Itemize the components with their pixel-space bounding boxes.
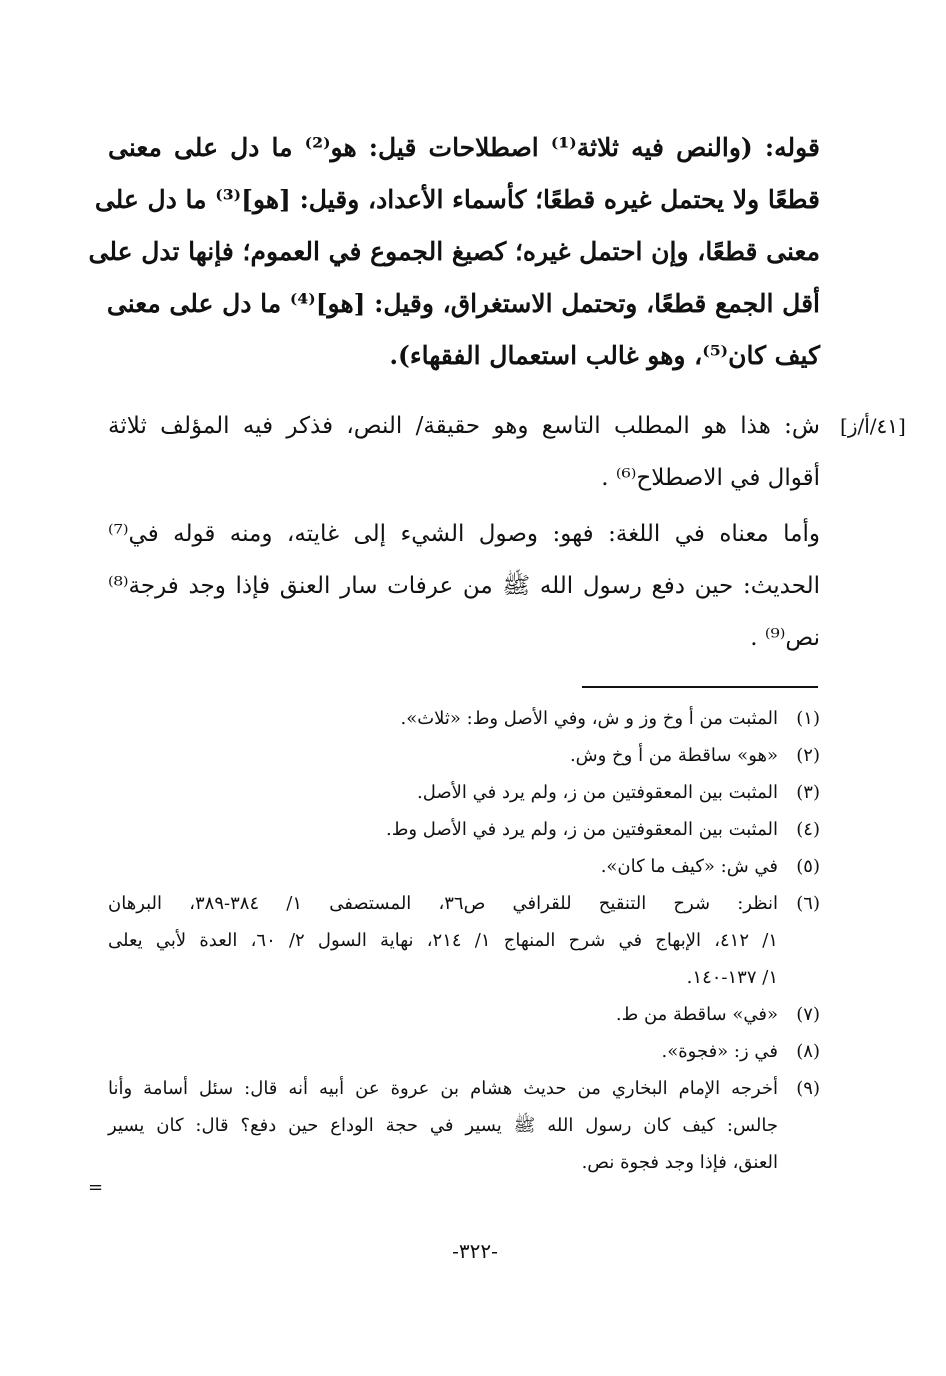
footnote-line: ١/ ٤١٢، الإبهاج في شرح المنهاج ١/ ٢١٤، نهاية السول ٢/ ٦٠، العدة لأبي يعلى <box>108 930 778 951</box>
footnote-line: العنق، فإذا وجد فجوة نص. <box>581 1152 778 1173</box>
footnotes <box>108 700 820 1181</box>
sharh-paragraph <box>108 400 820 504</box>
footnote-number: (٦) <box>796 893 820 914</box>
footnote-line: انظر: شرح التنقيح للقرافي ص٣٦، المستصفى ١/ ٣٨٤-٣٨٩، البرهان <box>108 893 778 914</box>
sharh-line: ش: هذا هو المطلب التاسع وهو حقيقة/ النص، فذكر فيه المؤلف ثلاثة <box>108 413 820 439</box>
matn-line: قوله: (والنص فيه ثلاثة⁽¹⁾ اصطلاحات قيل: هو⁽²⁾ ما دل على معنى <box>108 133 820 162</box>
matn-line: قطعًا ولا يحتمل غيره قطعًا؛ كأسماء الأعداد، وقيل: [هو]⁽³⁾ ما دل على <box>94 185 820 214</box>
matn-line: كيف كان⁽⁵⁾، وهو غالب استعمال الفقهاء). <box>389 341 820 370</box>
language-line: الحديث: حين دفع رسول الله ﷺ من عرفات سار العنق فإذا وجد فرجة⁽⁸⁾ <box>108 573 820 599</box>
footnote-number: (٧) <box>796 1004 820 1025</box>
footnote-item <box>108 811 820 848</box>
footnote-separator <box>582 686 818 688</box>
footnote-line: المثبت بين المعقوفتين من ز، ولم يرد في الأصل. <box>417 782 778 803</box>
footnote-number: (٤) <box>796 819 820 840</box>
footnote-line: «في» ساقطة من ط. <box>615 1004 778 1025</box>
footnote-number: (١) <box>796 708 820 729</box>
footnote-item <box>108 700 820 737</box>
matn-text <box>88 122 820 382</box>
matn-line: أقل الجمع قطعًا، وتحتمل الاستغراق، وقيل: [هو]⁽⁴⁾ ما دل على معنى <box>106 289 820 318</box>
footnote-line: «هو» ساقطة من أ وخ وش. <box>569 745 778 766</box>
page-number: -٣٢٢- <box>452 1239 498 1263</box>
footnote-line: المثبت بين المعقوفتين من ز، ولم يرد في الأصل وط. <box>385 819 778 840</box>
footnote-line: في ز: «فجوة». <box>661 1041 778 1062</box>
language-line: نص⁽⁹⁾ . <box>750 625 820 651</box>
footnote-line: جالس: كيف كان رسول الله ﷺ يسير في حجة الوداع حين دفع؟ قال: كان يسير <box>108 1115 778 1136</box>
footnote-item <box>108 996 820 1033</box>
footnote-item <box>108 737 820 774</box>
footnote-number: (٢) <box>796 745 820 766</box>
language-paragraph <box>108 508 820 664</box>
footnote-line: أخرجه الإمام البخاري من حديث هشام بن عروة عن أبيه أنه قال: سئل أسامة وأنا <box>108 1078 778 1099</box>
continuation-mark: = <box>88 1177 104 1198</box>
footnote-item <box>108 1033 820 1070</box>
footnote-item <box>108 774 820 811</box>
language-line: وأما معناه في اللغة: فهو: وصول الشيء إلى غايته، ومنه قوله في⁽⁷⁾ <box>108 521 820 547</box>
matn-line: معنى قطعًا، وإن احتمل غيره؛ كصيغ الجموع في العموم؛ فإنها تدل على <box>88 237 820 266</box>
sharh-line: أقوال في الاصطلاح⁽⁶⁾ . <box>601 465 820 491</box>
footnote-item <box>108 1070 820 1181</box>
manuscript-folio-marker: [٤١/أ/ز] <box>840 414 906 438</box>
footnote-number: (٩) <box>796 1078 820 1099</box>
footnote-line: ١/ ١٣٧-١٤٠. <box>686 967 778 988</box>
footnote-number: (٣) <box>796 782 820 803</box>
footnote-item <box>108 885 820 996</box>
footnote-number: (٥) <box>796 856 820 877</box>
footnote-line: في ش: «كيف ما كان». <box>600 856 778 877</box>
footnote-item <box>108 848 820 885</box>
footnote-number: (٨) <box>796 1041 820 1062</box>
footnote-line: المثبت من أ وخ وز و ش، وفي الأصل وط: «ثلاث». <box>400 708 778 729</box>
